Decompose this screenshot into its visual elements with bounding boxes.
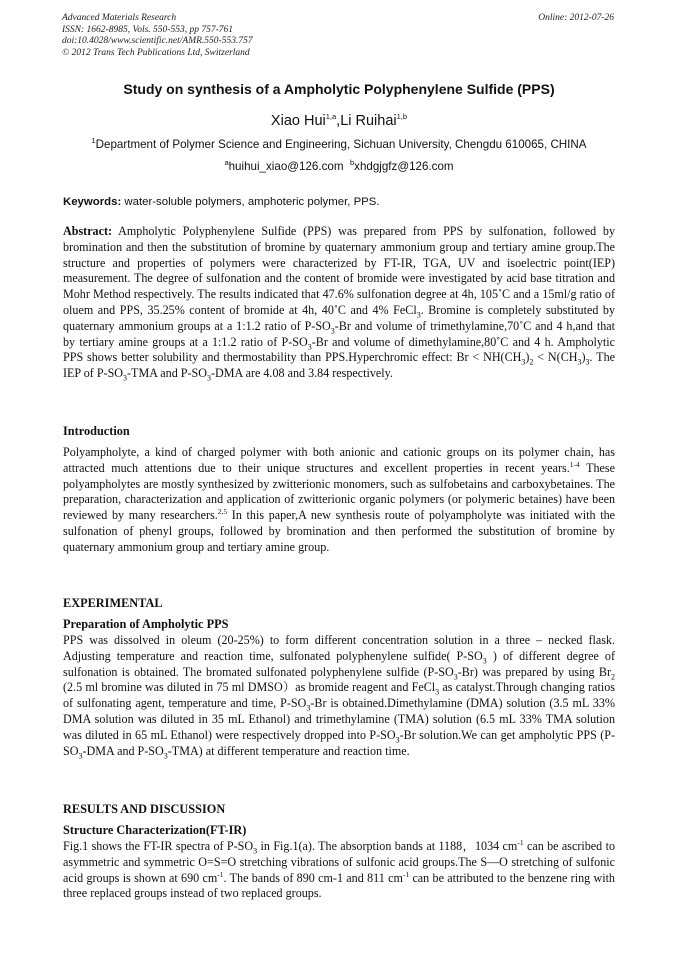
subscript: 3	[577, 357, 582, 367]
text: in Fig.1(a). The absorption bands at 1188，1034 cm	[257, 839, 518, 853]
subscript: 3	[521, 357, 526, 367]
text: -Br and volume of dimethylamine,80˚C and 4 h. Ampholytic PPS shows better solubility and thermostability than PPS.Hyperchromic effect: Br < NH(CH	[63, 334, 616, 365]
email-address[interactable]: xhdgjgfz@126.com	[354, 160, 454, 173]
author-line	[0, 113, 678, 129]
text: Polyampholyte, a kind of charged polymer with both anionic and cationic groups on its polymer chain, has attracted much attentions due to their unique structures and excellent properties in recent years.	[63, 445, 615, 475]
author-name: Xiao Hui	[270, 113, 326, 129]
subscript: 3	[307, 341, 312, 351]
text: -Br) was prepared by using Br	[457, 664, 611, 679]
text: can be attributed to the benzene ring with three replaced groups instead of two replaced groups.	[63, 870, 615, 901]
subscript: 3	[482, 656, 487, 666]
copyright-line: © 2012 Trans Tech Publications Ltd, Switzerland	[62, 47, 250, 58]
superscript: -1	[217, 869, 224, 879]
text: These polyampholytes are mostly synthesized by zwitterionic monomers, such as sulfobetains and carboxybetaines. The preparation, characterization and application of zwitterionic organic polymers (or polymeric betaines) have been reviewed by many researchers.	[63, 460, 616, 523]
text: PPS was dissolved in oleum (20-25%) to form different concentration solution in a three – necked flask. Adjusting temperature and reaction time, sulfonated polyphenylene sulfide( P-SO	[63, 633, 615, 663]
keywords	[63, 196, 615, 208]
abstract-paragraph	[63, 224, 615, 382]
email-address[interactable]: huihui_xiao@126.com	[228, 160, 344, 173]
text: )	[525, 350, 530, 365]
subscript: 3	[78, 750, 83, 760]
subscript: 3	[395, 735, 400, 745]
text: )	[581, 350, 586, 365]
email-sup: a	[224, 158, 229, 168]
text: as catalyst.Through changing ratios of sulfonating agent, temperature and time, P-SO	[63, 680, 615, 711]
text: (2.5 ml bromine was diluted in 75 ml DMSO）as bromide reagent and FeCl	[63, 680, 436, 695]
text: -TMA and P-SO	[127, 366, 207, 381]
text: -TMA) at different temperature and reaction time.	[167, 743, 410, 758]
affiliation-sup: 1	[91, 136, 96, 146]
section-heading-results: RESULTS AND DISCUSSION	[63, 802, 226, 816]
subscript: 3	[207, 373, 211, 383]
author-sup: 1,b	[396, 112, 408, 122]
section-heading-introduction: Introduction	[63, 424, 130, 438]
online-date: Online: 2012-07-26	[538, 13, 614, 23]
affiliation	[0, 138, 678, 151]
superscript: -1	[517, 837, 524, 847]
email-line	[0, 160, 678, 173]
text: can be ascribed to asymmetric and symmetric O=S=O stretching vibrations of sulfonic acid groups.The S—O stretching of sulfonic acid groups is shown at 690 cm	[63, 839, 616, 885]
author-sup: 1,a	[325, 112, 337, 122]
text: -DMA are 4.08 and 3.84 respectively.	[211, 366, 393, 381]
section-heading-experimental: EXPERIMENTAL	[63, 596, 163, 610]
subscript: 3	[585, 357, 590, 367]
text: < N(CH	[533, 350, 578, 365]
experimental-paragraph	[63, 633, 615, 759]
subscript: 3	[330, 326, 335, 336]
text: Ampholytic Polyphenylene Sulfide (PPS) was prepared from PPS by sulfonation, followed by bromination and then the substitution of bromine by quaternary ammonium group and tertiary amine group.The structure and properties of polymers were characterized by FT-IR, TGA, UV and isoelectric point(IEP) measurement. The degree of sulfonation and the content of bromide were investigated by acid base titration and Mohr Method respectively. The results indicated that 47.6% sulfonation degree at 4h, 105˚C and a 15ml/g ratio of oluem and PPS, 35.25% content of bromide at 4h, 40˚C and 4% FeCl	[63, 224, 615, 317]
subscript: 3	[306, 703, 311, 713]
subscript: 3	[453, 672, 458, 681]
introduction-paragraph	[63, 445, 615, 556]
superscript: -1	[402, 869, 410, 879]
subscript: 2	[610, 672, 615, 681]
subscript: 2	[529, 357, 534, 367]
citation: 1-4	[569, 459, 580, 469]
author-separator: ,	[336, 113, 341, 129]
subscript: 3	[435, 687, 440, 697]
text: -Br solution.We can get ampholytic PPS (P-SO	[63, 727, 616, 758]
journal-metadata	[62, 13, 253, 59]
keywords-text: water-soluble polymers, amphoteric polymer, PPS.	[121, 196, 380, 208]
author-name: Li Ruihai	[340, 113, 397, 129]
keywords-label: Keywords:	[63, 196, 122, 208]
subscript: 3	[163, 750, 168, 760]
subscript: 3	[123, 373, 128, 383]
citation: 2,5	[217, 507, 228, 517]
text: -Br is obtained.Dimethylamine (DMA) solution (3.5 mL 33% DMA solution was diluted in 35 mL Ethanol) and trimethylamine (TMA) solution (6.5 mL 33% TMA solution was diluted in 65 mL Ethanol) were respectively dropped into P-SO	[63, 696, 615, 742]
results-paragraph	[63, 839, 615, 902]
text: -Br and volume of trimethylamine,70˚C and 4 h,and that by tertiary amine groups at a 1:1.2 ratio of P-SO	[63, 318, 615, 349]
doi-line[interactable]: doi:10.4028/www.scientific.net/AMR.550-553.757	[62, 36, 253, 46]
text: -DMA and P-SO	[82, 743, 164, 758]
subsection-heading-preparation: Preparation of Ampholytic PPS	[63, 617, 229, 631]
issn-line: ISSN: 1662-8985, Vols. 550-553, pp 757-761	[62, 24, 233, 35]
subscript: 3	[416, 310, 421, 320]
text: . The IEP of P-SO	[63, 350, 615, 381]
subscript: 3	[253, 846, 258, 856]
email-sup: b	[349, 158, 355, 168]
text: . Bromine is completely substituted by quaternary ammonium groups at a 1:1.2 ratio of P-SO	[63, 302, 615, 333]
text: In this paper,A new synthesis route of polyampholyte was initiated with the sulfonation of phenyl groups, followed by bromination and then performed the substitution of bromine by quaternary ammonium group and tertiary amine group.	[63, 508, 615, 554]
affiliation-text: Department of Polymer Science and Engineering, Sichuan University, Chengdu 610065, CHINA	[95, 138, 587, 151]
text: . The bands of 890 cm-1 and 811 cm	[223, 870, 403, 885]
abstract-label: Abstract:	[63, 224, 113, 238]
subsection-heading-ftir: Structure Characterization(FT-IR)	[63, 823, 247, 837]
paper-title: Study on synthesis of a Ampholytic Polyphenylene Sulfide (PPS)	[123, 81, 555, 97]
text: ) of different degree of sulfonation is obtained. The bromated sulfonated polyphenylene sulfide (P-SO	[63, 648, 616, 679]
journal-name: Advanced Materials Research	[62, 13, 177, 23]
text: Fig.1 shows the FT-IR spectra of P-SO	[63, 839, 254, 853]
